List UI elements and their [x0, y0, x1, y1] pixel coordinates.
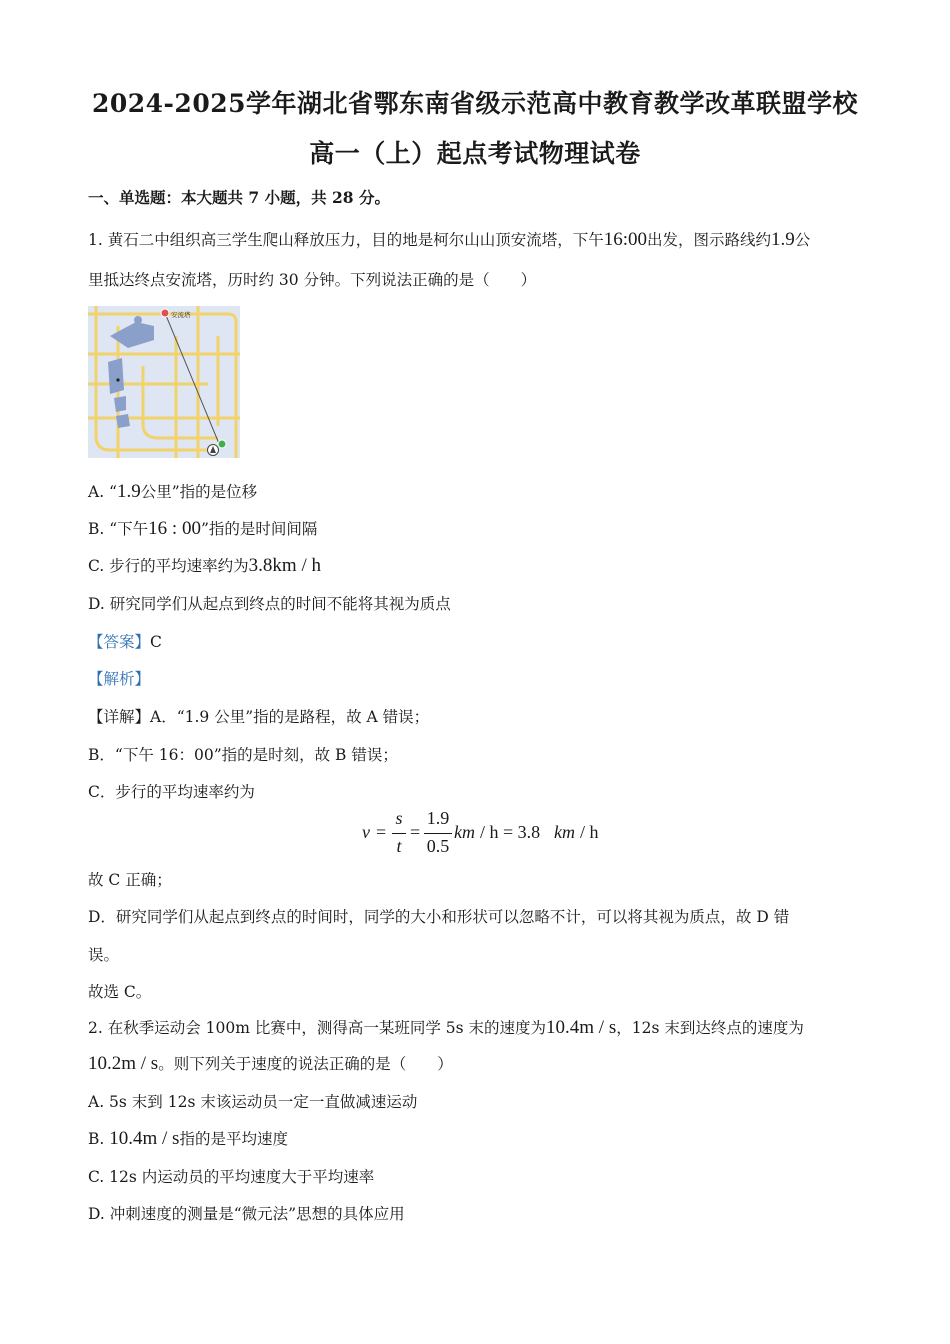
q2-option-b: B. 10.4m / s指的是平均速度 — [88, 1128, 288, 1149]
q2-v2: 10.2m / s — [88, 1053, 159, 1074]
q2-option-a: A. 5s 末到 12s 末该运动员一定一直做减速运动 — [88, 1093, 418, 1111]
q1-stem-line1 — [88, 228, 810, 251]
answer-label: 【答案】 — [88, 633, 151, 651]
q2-v1: 10.4m / s — [546, 1017, 617, 1038]
detail-a: 【详解】A．“1.9 公里”指的是路程，故 A 错误； — [88, 708, 430, 726]
q1-conclusion: 故选 C。 — [88, 983, 152, 1001]
map-label: 安流塔 — [171, 311, 191, 319]
detail-c: C．步行的平均速率约为 — [88, 783, 255, 801]
q1-option-c: C. 步行的平均速率约为3.8km / h — [88, 555, 321, 576]
q1-stem-line2: 里抵达终点安流塔，历时约 30 分钟。下列说法正确的是（ ） — [88, 271, 537, 289]
q1-option-a: A. “1.9公里”指的是位移 — [88, 481, 258, 502]
q1-distance: 1.9 — [771, 229, 795, 250]
q2-option-d: D. 冲刺速度的测量是“微元法”思想的具体应用 — [88, 1205, 405, 1223]
detail-b: B．“下午 16：00”指的是时刻，故 B 错误； — [88, 746, 398, 764]
exam-title-line2: 高一（上）起点考试物理试卷 — [309, 139, 641, 168]
detail-d-line1: D．研究同学们从起点到终点的时间时，同学的大小和形状可以忽略不计，可以将其视为质点，故 D 错 — [88, 908, 790, 926]
q1-option-d: D. 研究同学们从起点到终点的时间不能将其视为质点 — [88, 595, 451, 613]
detail-label: 【详解】 — [88, 708, 151, 726]
q1-stem-part2: 出发，图示路线约 — [647, 231, 772, 249]
detail-d-line2: 误。 — [88, 946, 120, 964]
q2-stem-line2: 10.2m / s。则下列关于速度的说法正确的是（ ） — [88, 1053, 453, 1074]
route-map-image — [88, 306, 240, 458]
answer-value: C — [150, 633, 162, 651]
q1-answer — [88, 630, 162, 652]
q1-stem-part1: 1. 黄石二中组织高三学生爬山释放压力，目的地是柯尔山山顶安流塔，下午 — [88, 231, 604, 249]
exam-title-line1: 2024-2025学年湖北省鄂东南省级示范高中教育教学改革联盟学校 — [91, 89, 859, 118]
section-heading: 一、单选题：本大题共 7 小题，共 28 分。 — [88, 188, 390, 207]
q1-option-b: B. “下午16 : 00”指的是时间间隔 — [88, 518, 318, 539]
q1-time: 16:00 — [603, 229, 647, 250]
analysis-label: 【解析】 — [88, 670, 151, 688]
detail-c-result: 故 C 正确； — [88, 871, 172, 889]
speed-formula: v = s t = 1.9 0.5 km / h = 3.8 km / h — [362, 808, 599, 856]
q2-stem-line1: 2. 在秋季运动会 100m 比赛中，测得高一某班同学 5s 末的速度为10.4m / s，12s 末到达终点的速度为 — [88, 1017, 804, 1038]
q1-stem-part3: 公 — [794, 231, 811, 249]
q2-option-c: C. 12s 内运动员的平均速度大于平均速率 — [88, 1168, 375, 1186]
